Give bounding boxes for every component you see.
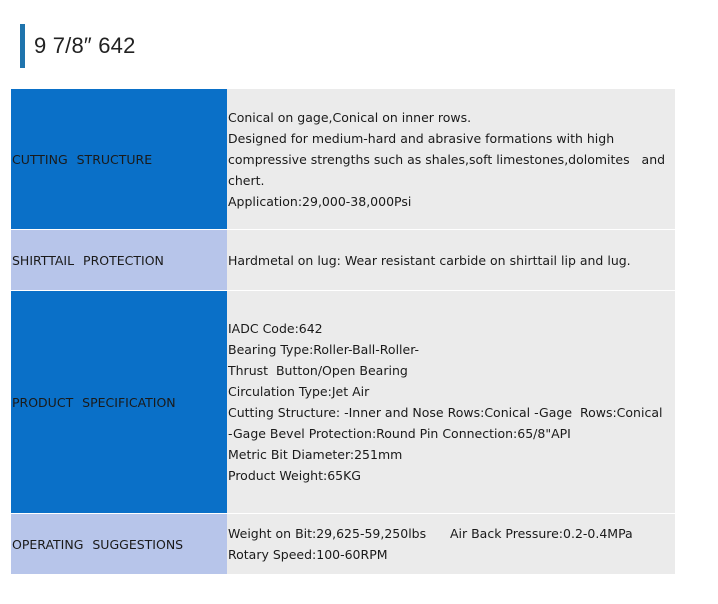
- title-accent-bar: [20, 24, 25, 68]
- content-line: chert.: [228, 172, 265, 188]
- content-line: Bearing Type:Roller-Ball-Roller-: [228, 342, 420, 357]
- table-row-product-specification: [11, 291, 675, 513]
- page-header: [20, 24, 136, 68]
- row-label-product-specification: PRODUCT SPECIFICATION: [11, 291, 227, 513]
- content-line: IADC Code:642: [228, 321, 323, 336]
- row-label-operating-suggestions: OPERATING SUGGESTIONS: [11, 514, 227, 574]
- content-line: -Gage Bevel Protection:Round Pin Connection:65/8"API: [228, 426, 571, 441]
- row-label-shirttail-protection: SHIRTTAIL PROTECTION: [11, 230, 227, 290]
- content-line: Cutting Structure: -Inner and Nose Rows:Conical -Gage Rows:Conical: [228, 405, 663, 420]
- content-line: Product Weight:65KG: [228, 468, 361, 483]
- content-line: Conical on gage,Conical on inner rows.: [228, 109, 472, 125]
- content-line: Application:29,000-38,000Psi: [228, 193, 412, 209]
- page-title: 9 7/8″ 642: [34, 33, 136, 58]
- content-line: Rotary Speed:100-60RPM: [228, 547, 388, 562]
- content-line: Designed for medium-hard and abrasive formations with high: [228, 130, 615, 146]
- row-content-shirttail-protection: [227, 230, 675, 290]
- row-content-operating-suggestions: [227, 514, 675, 574]
- row-content-product-specification: [227, 291, 675, 513]
- table-row-cutting-structure: [11, 89, 675, 229]
- table-row-shirttail-protection: [11, 230, 675, 290]
- content-line: Circulation Type:Jet Air: [228, 384, 370, 399]
- content-line: Weight on Bit:29,625-59,250lbs Air Back Pressure:0.2-0.4MPa: [228, 526, 633, 541]
- content-line: Hardmetal on lug: Wear resistant carbide on shirttail lip and lug.: [228, 252, 631, 268]
- content-line: Metric Bit Diameter:251mm: [228, 447, 403, 462]
- row-label-cutting-structure: CUTTING STRUCTURE: [11, 89, 227, 229]
- row-content-cutting-structure: [227, 89, 675, 229]
- content-line: compressive strengths such as shales,soft limestones,dolomites and: [228, 151, 666, 167]
- spec-table: [11, 89, 675, 574]
- content-line: Thrust Button/Open Bearing: [228, 363, 408, 378]
- table-row-operating-suggestions: [11, 514, 675, 574]
